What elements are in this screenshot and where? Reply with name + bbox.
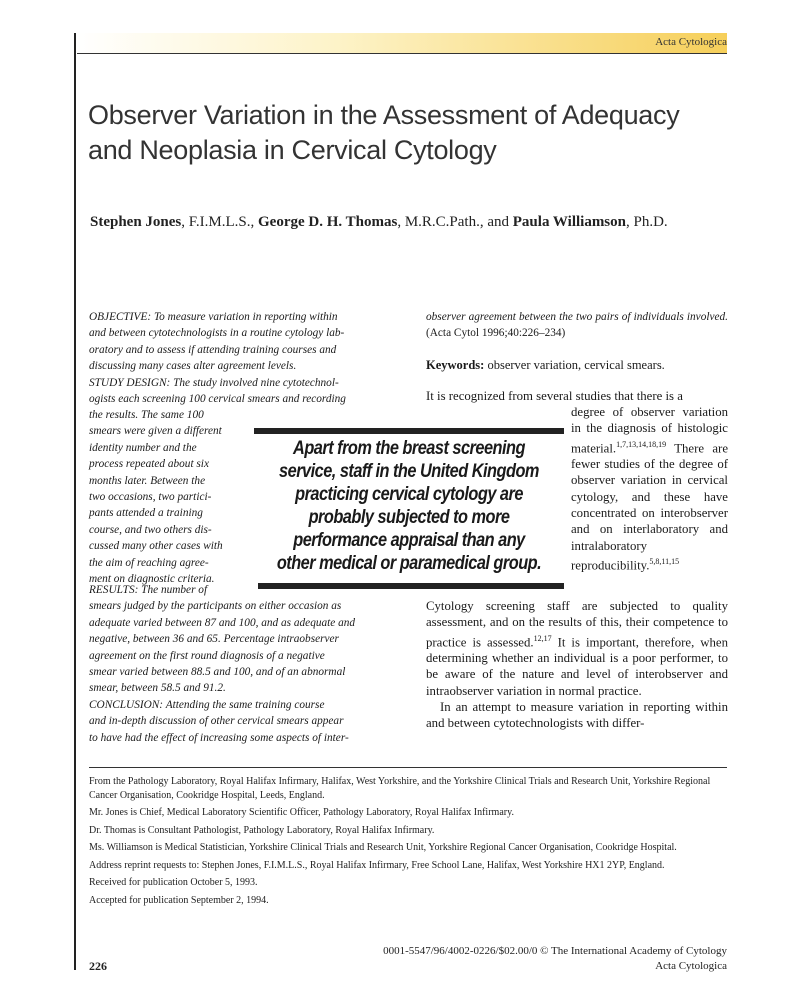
abstract-line: smears were given a different bbox=[89, 425, 222, 438]
footer-journal: Acta Cytologica bbox=[655, 960, 727, 972]
abstract-citation: (Acta Cytol 1996;40:226–234) bbox=[426, 327, 566, 340]
reference-marker: 1,7,13,14,18,19 bbox=[616, 439, 667, 449]
body-wrapped-text bbox=[571, 404, 728, 574]
abstract-right-continuation bbox=[426, 309, 728, 342]
body-text: There are fewer studies of the degree of observer variation in cervical cytology, and these have concentrated on interobserver and on interlaboratory and intralaboratory reproducibility. bbox=[571, 440, 728, 573]
author-degree: , M.R.C.Path., and bbox=[397, 214, 513, 230]
author-name: Paula Williamson bbox=[512, 214, 626, 230]
abstract-line: to have had the effect of increasing some aspects of inter- bbox=[89, 731, 349, 744]
abstract-line: ogists each screening 100 cervical smears and recording bbox=[89, 393, 346, 406]
reference-marker: 12,17 bbox=[533, 633, 552, 643]
abstract-line: smears judged by the participants on either occasion as bbox=[89, 600, 342, 613]
footnotes bbox=[89, 775, 729, 911]
footnote: Mr. Jones is Chief, Medical Laboratory Scientific Officer, Pathology Laboratory, Royal Halifax Infirmary. bbox=[89, 807, 514, 818]
article-title: Observer Variation in the Assessment of Adequacy and Neoplasia in Cervical Cytology bbox=[88, 100, 680, 165]
footnote-rule bbox=[89, 767, 727, 768]
abstract-line: two occasions, two partici- bbox=[89, 491, 212, 504]
body-text-block bbox=[426, 598, 728, 732]
keywords-text: observer variation, cervical smears. bbox=[484, 358, 665, 372]
author-name: Stephen Jones bbox=[90, 214, 182, 230]
abstract-line: CONCLUSION: Attending the same training course bbox=[89, 698, 325, 711]
body-paragraph: In an attempt to measure variation in reporting within and between cytotechnologists with differ- bbox=[426, 700, 728, 731]
page-number: 226 bbox=[89, 959, 107, 973]
author-list bbox=[90, 212, 730, 232]
abstract-line: the results. The same 100 bbox=[89, 409, 204, 421]
abstract-line: agreement on the first round diagnosis of a negative bbox=[89, 649, 325, 662]
footnote: Accepted for publication September 2, 1994. bbox=[89, 894, 269, 906]
abstract-left-wrap bbox=[89, 407, 245, 587]
footnote: Address reprint requests to: Stephen Jones, F.I.M.L.S., Royal Halifax Infirmary, Free School Lane, Halifax, West Yorkshire HX1 2YP, England. bbox=[89, 859, 665, 871]
abstract-line: discussing many cases alter agreement levels. bbox=[89, 360, 297, 373]
abstract-line: pants attended a training bbox=[89, 507, 203, 520]
abstract-line: smear varied between 88.5 and 100, and of an abnormal bbox=[89, 666, 346, 679]
abstract-line: course, and two others dis- bbox=[89, 523, 212, 536]
keywords-label: Keywords: bbox=[426, 358, 485, 372]
footnote: From the Pathology Laboratory, Royal Halifax Infirmary, Halifax, West Yorkshire, and the Yorkshire Clinical Trials and Research Unit, Yorkshire Regional Cancer Organisation, Cookridge Hospital, Leeds, England. bbox=[89, 776, 711, 801]
author-degree: , F.I.M.L.S., bbox=[181, 214, 259, 230]
footnote: Ms. Williamson is Medical Statistician, Yorkshire Clinical Trials and Research Unit, Yorkshire Regional Cancer Organisation, Cookridge Hospital. bbox=[89, 842, 677, 853]
header-band bbox=[77, 33, 727, 53]
abstract-line: adequate varied between 87 and 100, and as adequate and bbox=[89, 616, 356, 629]
footnote: Dr. Thomas is Consultant Pathologist, Pathology Laboratory, Royal Halifax Infirmary. bbox=[89, 824, 435, 836]
pullquote-bottom-bar bbox=[258, 583, 564, 589]
abstract-conclusion-end: observer agreement between the two pairs of individuals involved. bbox=[426, 311, 728, 323]
abstract-line: process repeated about six bbox=[89, 458, 209, 471]
abstract-line: and in-depth discussion of other cervical smears appear bbox=[89, 715, 344, 728]
abstract-line: cussed many other cases with bbox=[89, 540, 223, 553]
abstract-left-bottom bbox=[89, 582, 391, 746]
body-text: It is important, therefore, when determining whether an individual is a poor performer, to be aware of the nature and level of interobserver and intraobserver variation in normal practice. bbox=[426, 634, 728, 698]
pullquote: Apart from the breast screening service, staff in the United Kingdom practicing cervical cytology are probably subjected to more performance appraisal than any other medical or paramedical group. bbox=[276, 438, 542, 574]
abstract-line: smear, between 58.5 and 91.2. bbox=[89, 682, 226, 695]
abstract-line: and between cytotechnologists in a routine cytology lab- bbox=[89, 327, 345, 340]
pullquote-top-bar bbox=[254, 428, 564, 434]
author-name: George D. H. Thomas bbox=[258, 214, 398, 230]
abstract-line: negative, between 36 and 65. Percentage intraobserver bbox=[89, 633, 339, 646]
author-degree: , Ph.D. bbox=[626, 214, 668, 230]
issn-line: 0001-5547/96/4002-0226/$02.00/0 © The International Academy of Cytology bbox=[383, 945, 727, 957]
abstract-line: STUDY DESIGN: The study involved nine cytotechnol- bbox=[89, 376, 339, 389]
running-header-journal: Acta Cytologica bbox=[655, 36, 727, 48]
abstract-line: the aim of reaching agree- bbox=[89, 556, 209, 569]
body-text: degree of observer variation in the diagnosis of histologic material. bbox=[571, 405, 728, 455]
header-rule bbox=[77, 53, 727, 54]
abstract-line: identity number and the bbox=[89, 441, 197, 454]
keywords bbox=[426, 357, 728, 373]
body-first-line: It is recognized from several studies that there is a bbox=[426, 389, 683, 403]
abstract-line: oratory and to assess if attending training courses and bbox=[89, 343, 337, 356]
abstract-line: RESULTS: The number of bbox=[89, 584, 208, 596]
reference-marker: 5,8,11,15 bbox=[649, 556, 680, 566]
body-paragraph bbox=[426, 598, 728, 699]
abstract-line: OBJECTIVE: To measure variation in reporting within bbox=[89, 311, 338, 323]
abstract-line: months later. Between the bbox=[89, 474, 206, 487]
body-text: Cytology screening staff are subjected to quality assessment, and on the results of this, their competence to practice is assessed. bbox=[426, 599, 728, 649]
abstract-left-top bbox=[89, 309, 391, 407]
abstract-line: ment on diagnostic criteria. bbox=[89, 573, 215, 586]
footnote: Received for publication October 5, 1993. bbox=[89, 877, 258, 888]
left-margin-rule bbox=[74, 33, 76, 970]
